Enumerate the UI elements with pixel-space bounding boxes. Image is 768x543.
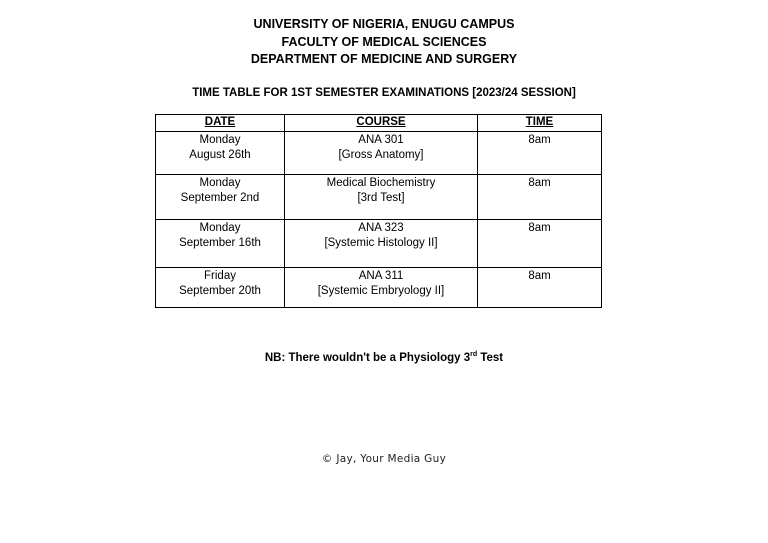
date-cell [156, 131, 285, 174]
course-detail: [3rd Test] [357, 192, 405, 204]
table-header-row [156, 115, 602, 132]
course-cell [285, 267, 478, 307]
table-row [156, 267, 602, 307]
column-header-time: TIME [478, 115, 602, 132]
course-detail: [Gross Anatomy] [338, 149, 424, 161]
note-text-end: Test [477, 352, 504, 364]
course-code: ANA 323 [358, 221, 404, 234]
date-cell [156, 174, 285, 219]
physiology-note [0, 350, 768, 366]
copyright-credit: © Jay, Your Media Guy [321, 453, 447, 465]
faculty-name: FACULTY OF MEDICAL SCIENCES [281, 34, 487, 49]
time-cell: 8am [478, 174, 602, 219]
course-detail: [Systemic Histology II] [324, 237, 438, 249]
timetable-title: TIME TABLE FOR 1ST SEMESTER EXAMINATIONS [2023/24 SESSION] [192, 87, 576, 99]
course-code: ANA 311 [358, 269, 404, 282]
table-row [156, 131, 602, 174]
course-cell [285, 174, 478, 219]
time-cell: 8am [478, 219, 602, 267]
date-text: August 26th [189, 149, 251, 161]
date-text: September 2nd [180, 192, 260, 204]
note-text: NB: There wouldn't be a Physiology 3 [264, 352, 471, 364]
day-text: Monday [199, 133, 241, 146]
table-row [156, 219, 602, 267]
department-name: DEPARTMENT OF MEDICINE AND SURGERY [250, 52, 518, 66]
time-cell: 8am [478, 131, 602, 174]
exam-timetable [155, 114, 602, 308]
course-code: ANA 301 [358, 133, 404, 146]
note-superscript: rd [470, 351, 478, 359]
day-text: Monday [199, 176, 241, 189]
column-header-date: DATE [156, 115, 285, 132]
date-text: September 16th [179, 237, 261, 249]
course-cell [285, 131, 478, 174]
course-code: Medical Biochemistry [326, 176, 436, 189]
date-text: September 20th [179, 285, 261, 297]
course-cell [285, 219, 478, 267]
day-text: Monday [199, 221, 241, 234]
day-text: Friday [204, 269, 236, 282]
date-cell [156, 219, 285, 267]
course-detail: [Systemic Embryology II] [317, 285, 445, 297]
table-row [156, 174, 602, 219]
document-header [0, 16, 768, 69]
time-cell: 8am [478, 267, 602, 307]
column-header-course: COURSE [285, 115, 478, 132]
date-cell [156, 267, 285, 307]
university-name: UNIVERSITY OF NIGERIA, ENUGU CAMPUS [253, 17, 515, 31]
